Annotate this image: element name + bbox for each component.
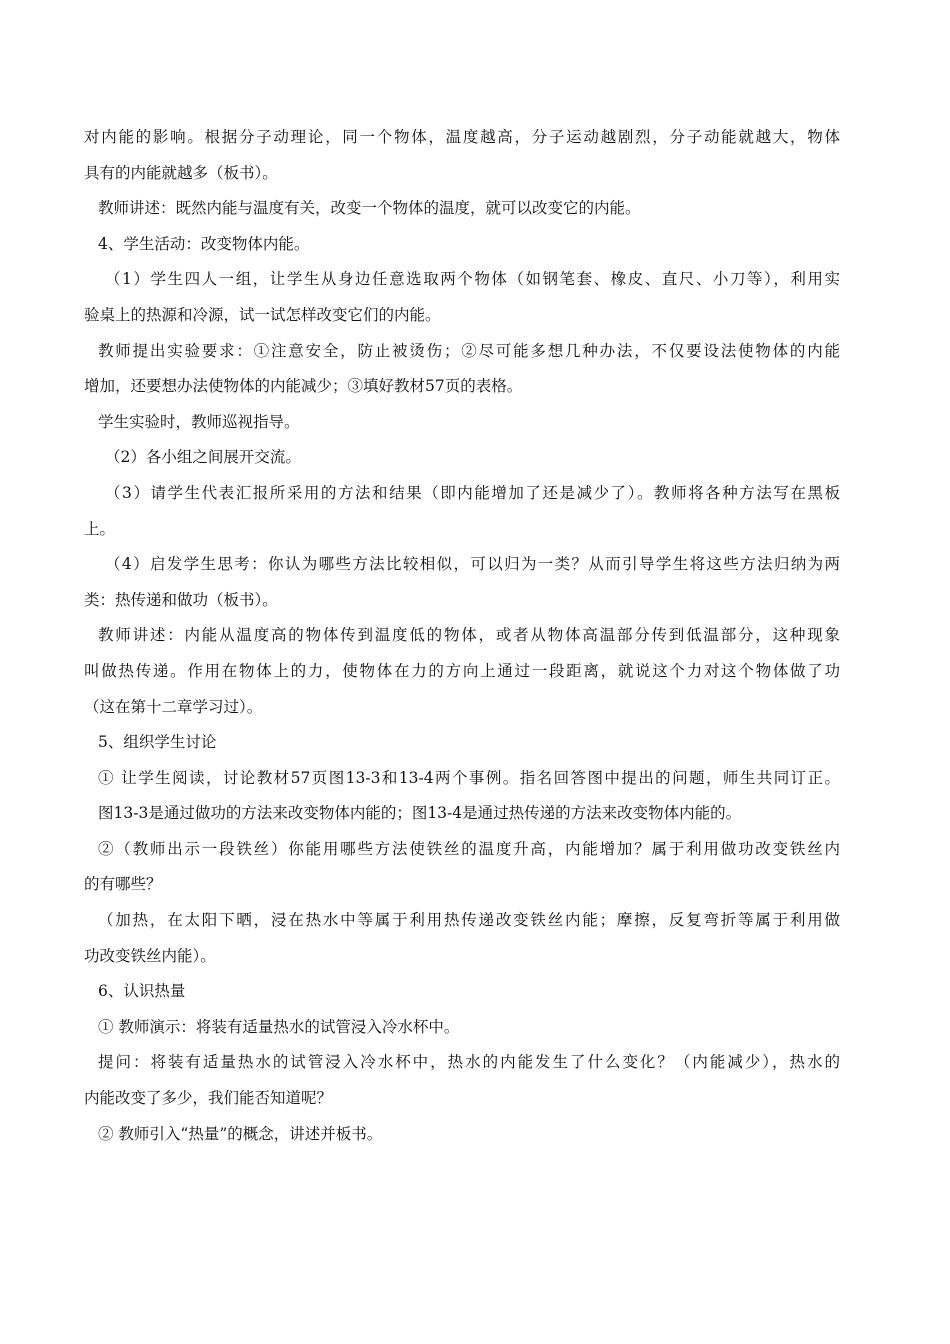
paragraph-line: 对内能的影响。根据分子动理论，同一个物体，温度越高，分子运动越剧烈，分子动能就越大，物体 [84,128,840,146]
paragraph-line: ② 教师引入“热量”的概念，讲述并板书。 [98,1124,383,1143]
paragraph-line: 教师提出实验要求：①注意安全，防止被烫伤；②尽可能多想几种办法，不仅要设法使物体的内能 [98,341,840,360]
paragraph-line: （加热，在太阳下晒，浸在热水中等属于利用热传递改变铁丝内能；摩擦，反复弯折等属于利用做 [98,911,840,930]
paragraph-line: 图13-3是通过做功的方法来改变物体内能的；图13-4是通过热传递的方法来改变物体内能的。 [98,804,742,823]
paragraph-line: ① 让学生阅读，讨论教材57页图13-3和13-4两个事例。指名回答图中提出的问题，师生共同订正。 [98,768,840,787]
paragraph-line: 具有的内能就越多（板书）。 [84,163,278,182]
paragraph-line: 叫做热传递。作用在物体上的力，使物体在力的方向上通过一段距离，就说这个力对这个物体做了功 [84,661,840,680]
paragraph-line: 类：热传递和做功（板书）。 [84,590,278,609]
paragraph-line: 学生实验时，教师巡视指导。 [98,412,300,431]
paragraph-line: （4）启发学生思考：你认为哪些方法比较相似，可以归为一类？从而引导学生将这些方法归纳为两 [105,555,840,574]
section-heading: 4、学生活动：改变物体内能。 [98,234,310,253]
paragraph-line: （2）各小组之间展开交流。 [105,448,301,467]
paragraph-line: 的有哪些？ [84,875,162,894]
paragraph-line: 验桌上的热源和冷源，试一试怎样改变它们的内能。 [84,305,441,324]
paragraph-line: 增加，还要想办法使物体的内能减少；③填好教材57页的表格。 [84,377,523,396]
document-body [84,120,840,1152]
paragraph-line: 功改变铁丝内能）。 [84,946,216,965]
paragraph-line: （1）学生四人一组，让学生从身边任意选取两个物体（如钢笔套、橡皮、直尺、小刀等），利用实 [105,270,840,289]
paragraph-line: 教师讲述：既然内能与温度有关，改变一个物体的温度，就可以改变它的内能。 [98,199,641,218]
paragraph-line: ① 教师演示：将装有适量热水的试管浸入冷水杯中。 [98,1017,460,1036]
paragraph-line: 教师讲述：内能从温度高的物体传到温度低的物体，或者从物体高温部分传到低温部分，这种现象 [98,626,840,645]
paragraph-line: ②（教师出示一段铁丝）你能用哪些方法使铁丝的温度升高，内能增加？属于利用做功改变铁丝内 [98,839,840,858]
section-heading: 5、组织学生讨论 [98,733,217,752]
paragraph-line: （3）请学生代表汇报所采用的方法和结果（即内能增加了还是减少了）。教师将各种方法写在黑板 [105,483,840,502]
section-heading: 6、认识热量 [98,982,186,1001]
paragraph-line: （这在第十二章学习过）。 [84,697,263,716]
paragraph-line: 提问：将装有适量热水的试管浸入冷水杯中，热水的内能发生了什么变化？（内能减少），热水的 [98,1053,840,1072]
paragraph-line: 内能改变了多少，我们能否知道呢？ [84,1089,333,1108]
paragraph-line: 上。 [84,519,116,538]
